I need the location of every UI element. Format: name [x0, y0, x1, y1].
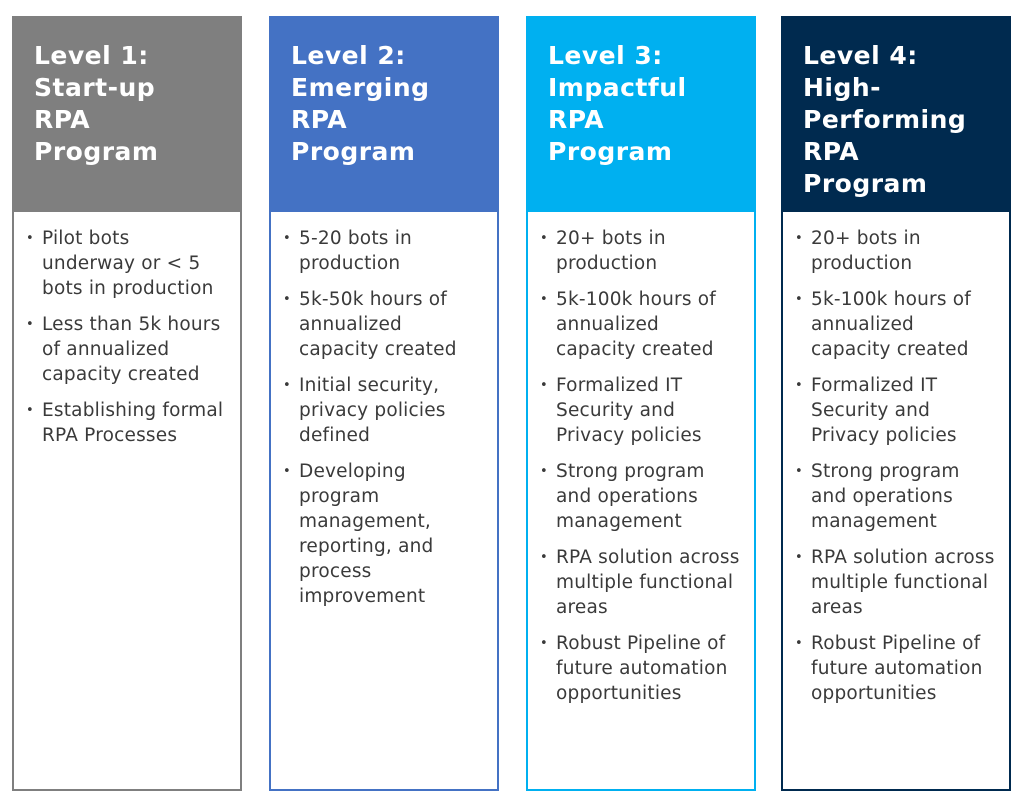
level-4-title-line: Performing [803, 105, 967, 134]
list-item: • 5k-50k hours of annualized capacity created [299, 287, 485, 362]
list-item: • 20+ bots in production [556, 226, 742, 276]
level-3-column [526, 16, 756, 791]
level-2-title-line: RPA [291, 105, 348, 134]
level-1-title-line: Program [34, 137, 159, 166]
list-item: • 5k-100k hours of annualized capacity created [556, 287, 742, 362]
level-2-column [269, 16, 499, 791]
list-item: • Initial security, privacy policies defined [299, 373, 485, 448]
level-3-title-line: Impactful [548, 73, 687, 102]
level-2-title-line: Emerging [291, 73, 430, 102]
level-2-bullet-list [271, 226, 497, 620]
list-item: • Pilot bots underway or < 5 bots in production [42, 226, 228, 301]
list-item: • 5-20 bots in production [299, 226, 485, 276]
level-4-title-line: Program [803, 169, 928, 198]
level-1-bullet-list [14, 226, 240, 459]
level-3-header [528, 18, 754, 212]
level-1-title-line: Level 1: [34, 41, 149, 70]
list-item: • Robust Pipeline of future automation opportunities [811, 631, 997, 706]
list-item: • Formalized IT Security and Privacy policies [811, 373, 997, 448]
level-3-title-line: RPA [548, 105, 605, 134]
level-4-title-line: High- [803, 73, 882, 102]
list-item: • Strong program and operations management [811, 459, 997, 534]
level-1-column [12, 16, 242, 791]
level-1-header [14, 18, 240, 212]
level-4-column [781, 16, 1011, 791]
level-3-title-line: Program [548, 137, 673, 166]
level-2-header [271, 18, 497, 212]
level-4-header [783, 18, 1009, 212]
list-item: • Less than 5k hours of annualized capacity created [42, 312, 228, 387]
list-item: • Robust Pipeline of future automation opportunities [556, 631, 742, 706]
level-1-title-line: Start-up [34, 73, 156, 102]
level-2-title-line: Level 2: [291, 41, 406, 70]
list-item: • 5k-100k hours of annualized capacity created [811, 287, 997, 362]
list-item: • Formalized IT Security and Privacy policies [556, 373, 742, 448]
level-3-bullet-list [528, 226, 754, 717]
list-item: • RPA solution across multiple functional areas [556, 545, 742, 620]
level-1-title-line: RPA [34, 105, 91, 134]
list-item: • Establishing formal RPA Processes [42, 398, 228, 448]
list-item: • Strong program and operations management [556, 459, 742, 534]
list-item: • RPA solution across multiple functional areas [811, 545, 997, 620]
level-4-title-line: Level 4: [803, 41, 918, 70]
level-4-title-line: RPA [803, 137, 860, 166]
level-4-bullet-list [783, 226, 1009, 717]
level-3-title-line: Level 3: [548, 41, 663, 70]
level-2-title-line: Program [291, 137, 416, 166]
list-item: • 20+ bots in production [811, 226, 997, 276]
list-item: • Developing program management, reporting, and process improvement [299, 459, 485, 609]
